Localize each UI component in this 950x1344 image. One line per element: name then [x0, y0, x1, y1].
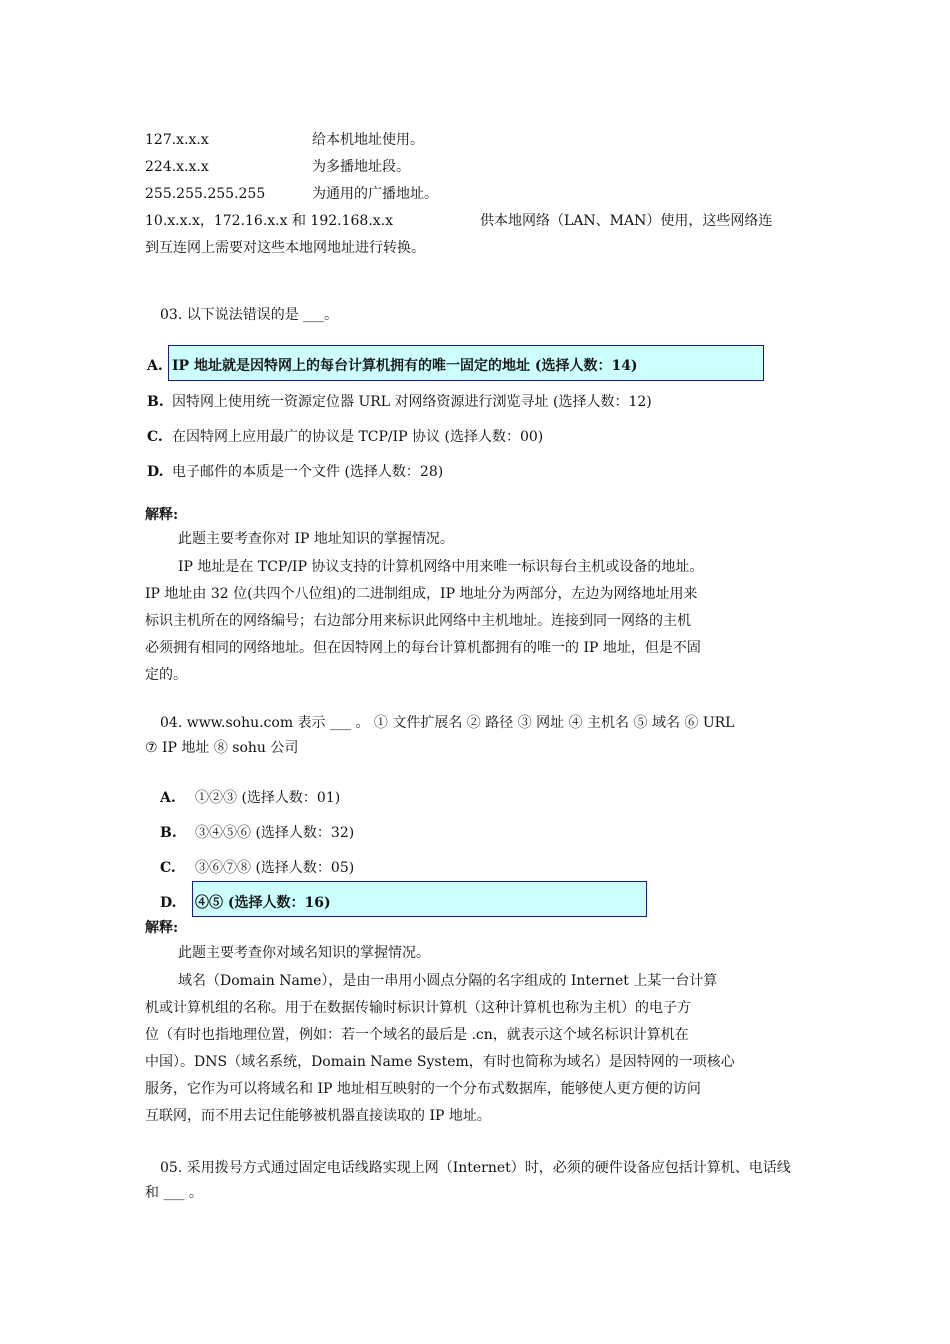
explanation-04-line: 互联网，而不用去记住能够被机器直接读取的 IP 地址。	[145, 1108, 491, 1124]
explanation-03-line: IP 地址是在 TCP/IP 协议支持的计算机网络中用来唯一标识每台主机或设备的地址。	[178, 559, 704, 575]
private-addresses-cont: 到互连网上需要对这些本地网地址进行转换。	[145, 240, 425, 256]
option-a-text: ①②③ (选择人数：01)	[195, 790, 341, 806]
explanation-03-line: 必须拥有相同的网络地址。但在因特网上的每台计算机都拥有的唯一的 IP 地址，但是不固	[145, 640, 701, 656]
option-d-text: ④⑤ (选择人数：16)	[195, 895, 331, 911]
explanation-04-line: 域名（Domain Name），是由一串用小圆点分隔的名字组成的 Internet 上某一台计算	[178, 973, 718, 989]
private-addresses: 10.x.x.x，172.16.x.x 和 192.168.x.x	[145, 213, 394, 229]
option-a-text: IP 地址就是因特网上的每台计算机拥有的唯一固定的地址 (选择人数：14)	[172, 358, 638, 374]
option-d-text: 电子邮件的本质是一个文件 (选择人数：28)	[172, 464, 444, 480]
address-127: 127.x.x.x	[145, 132, 209, 148]
explanation-03-line: IP 地址由 32 位(共四个八位组)的二进制组成，IP 地址分为两部分，左边为网络地址用来	[145, 586, 698, 602]
option-d-letter: D.	[147, 464, 164, 480]
explanation-04-line: 中国）。DNS（域名系统，Domain Name System，有时也简称为域名）是因特网的一项核心	[145, 1054, 735, 1070]
explanation-04-line: 位（有时也指地理位置，例如：若一个域名的最后是 .cn，就表示这个域名标识计算机在	[145, 1027, 689, 1043]
option-b-letter: B.	[160, 825, 177, 841]
option-c-text: 在因特网上应用最广的协议是 TCP/IP 协议 (选择人数：00)	[172, 429, 544, 445]
option-c-letter: C.	[160, 860, 176, 876]
address-224: 224.x.x.x	[145, 159, 209, 175]
explanation-03-title: 解释:	[145, 507, 179, 523]
address-127-desc: 给本机地址使用。	[312, 132, 424, 148]
option-b-letter: B.	[147, 394, 164, 410]
question-03-stem: 03. 以下说法错误的是 ___。	[160, 307, 339, 323]
address-broadcast: 255.255.255.255	[145, 186, 266, 202]
option-b-text: 因特网上使用统一资源定位器 URL 对网络资源进行浏览寻址 (选择人数：12)	[172, 394, 652, 410]
question-04-stem-cont: ⑦ IP 地址 ⑧ sohu 公司	[145, 740, 299, 756]
question-05-stem: 05. 采用拨号方式通过固定电话线路实现上网（Internet）时，必须的硬件设备应包括计算机、电话线	[160, 1160, 791, 1176]
address-224-desc: 为多播地址段。	[312, 159, 410, 175]
option-a-letter: A.	[160, 790, 176, 806]
address-broadcast-desc: 为通用的广播地址。	[312, 186, 438, 202]
explanation-04-line: 服务，它作为可以将域名和 IP 地址相互映射的一个分布式数据库，能够使人更方便的访问	[145, 1081, 701, 1097]
question-05-stem-cont: 和 ___ 。	[145, 1185, 203, 1201]
question-04-stem: 04. www.sohu.com 表示 ___ 。 ① 文件扩展名 ② 路径 ③ 网址 ④ 主机名 ⑤ 域名 ⑥ URL	[160, 715, 735, 731]
option-c-letter: C.	[147, 429, 163, 445]
explanation-03-line: 定的。	[145, 667, 187, 683]
explanation-03-line: 此题主要考查你对 IP 地址知识的掌握情况。	[178, 531, 454, 547]
option-b-text: ③④⑤⑥ (选择人数：32)	[195, 825, 355, 841]
explanation-04-title: 解释:	[145, 920, 179, 936]
explanation-04-line: 机或计算机组的名称。用于在数据传输时标识计算机（这种计算机也称为主机）的电子方	[145, 1000, 691, 1016]
explanation-04-line: 此题主要考查你对域名知识的掌握情况。	[178, 945, 430, 961]
option-a-letter: A.	[147, 358, 163, 374]
option-c-text: ③⑥⑦⑧ (选择人数：05)	[195, 860, 355, 876]
explanation-03-line: 标识主机所在的网络编号；右边部分用来标识此网络中主机地址。连接到同一网络的主机	[145, 613, 691, 629]
private-addresses-desc: 供本地网络（LAN、MAN）使用，这些网络连	[480, 213, 773, 229]
option-d-letter: D.	[160, 895, 177, 911]
